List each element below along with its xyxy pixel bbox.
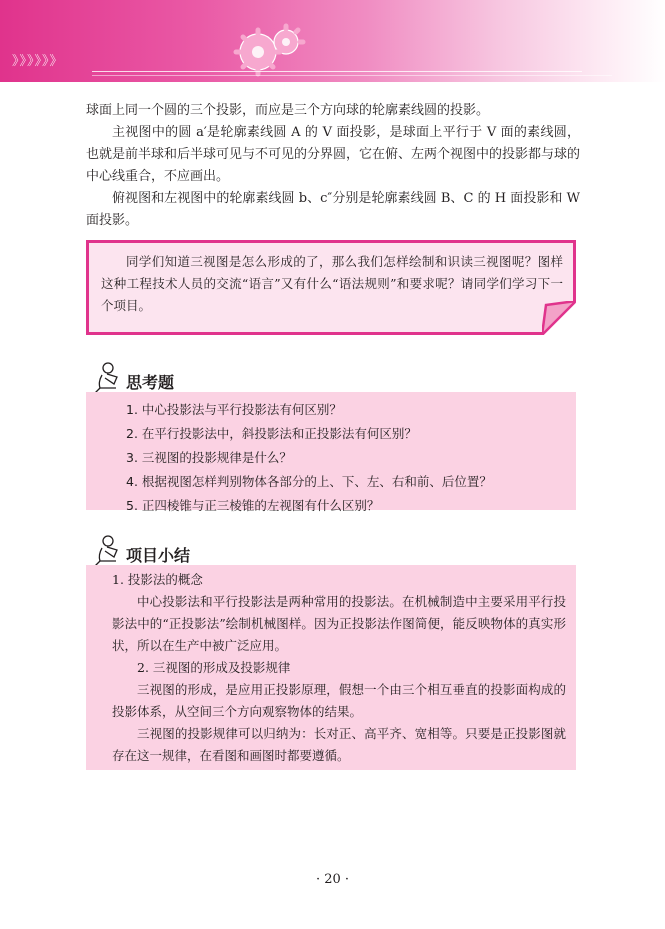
summary-text-1: 中心投影法和平行投影法是两种常用的投影法。在机械制造中主要采用平行投影法中的“正投影法”绘制机械图样。因为正投影法作图简便，能反映物体的真实形状，所以在生产中被广泛应用。 bbox=[112, 594, 566, 653]
body-text bbox=[86, 100, 580, 232]
questions-list bbox=[126, 398, 492, 518]
question-item: 1. 中心投影法与平行投影法有何区别？ bbox=[126, 402, 342, 417]
question-item: 3. 三视图的投影规律是什么？ bbox=[126, 450, 292, 465]
question-item: 2. 在平行投影法中，斜投影法和正投影法有何区别？ bbox=[126, 426, 417, 441]
summary-text-3: 三视图的投影规律可以归纳为：长对正、高平齐、宽相等。只要是正投影图就存在这一规律，在看图和画图时都要遵循。 bbox=[112, 726, 566, 763]
page-number: · 20 · bbox=[315, 872, 350, 887]
body-paragraph-2: 主视图中的圆 a′是轮廓素线圆 A 的 V 面投影，是球面上平行于 V 面的素线圆，也就是前半球和后半球可见与不可见的分界圆，它在俯、左两个视图中的投影都与球的中心线重合，不应画出。 bbox=[86, 125, 581, 184]
summary-section-header bbox=[86, 535, 576, 569]
callout-box bbox=[86, 240, 576, 335]
callout-text: 同学们知道三视图是怎么形成的了，那么我们怎样绘制和识读三视图呢？图样这种工程技术人员的交流“语言”又有什么“语法规则”和要求呢？请同学们学习下一个项目。 bbox=[101, 254, 563, 313]
question-item: 4. 根据视图怎样判别物体各部分的上、下、左、右和前、后位置？ bbox=[126, 474, 492, 489]
question-item: 5. 正四棱锥与正三棱锥的左视图有什么区别？ bbox=[126, 498, 380, 513]
header-chevrons: 》》》》》》 bbox=[12, 54, 64, 69]
body-paragraph-1: 球面上同一个圆的三个投影，而应是三个方向球的轮廓素线圆的投影。 bbox=[86, 103, 490, 118]
page-fold-corner bbox=[542, 301, 576, 335]
summary-title: 项目小结 bbox=[126, 546, 191, 565]
header-banner bbox=[0, 0, 665, 82]
header-rule bbox=[92, 71, 582, 72]
summary-heading-2: 2. 三视图的形成及投影规律 bbox=[137, 660, 291, 675]
summary-text-2: 三视图的形成，是应用正投影原理，假想一个由三个相互垂直的投影面构成的投影体系，从空间三个方向观察物体的结果。 bbox=[112, 682, 566, 719]
thinking-questions-box bbox=[86, 392, 576, 513]
summary-heading-1: 1. 投影法的概念 bbox=[112, 572, 203, 587]
thinking-section-header bbox=[86, 362, 576, 396]
summary-box bbox=[86, 565, 576, 770]
body-paragraph-3: 俯视图和左视图中的轮廓素线圆 b、c″分别是轮廓素线圆 B、C 的 H 面投影和 W 面投影。 bbox=[86, 191, 580, 228]
header-rule-secondary bbox=[92, 75, 612, 76]
thinking-title: 思考题 bbox=[126, 373, 175, 392]
